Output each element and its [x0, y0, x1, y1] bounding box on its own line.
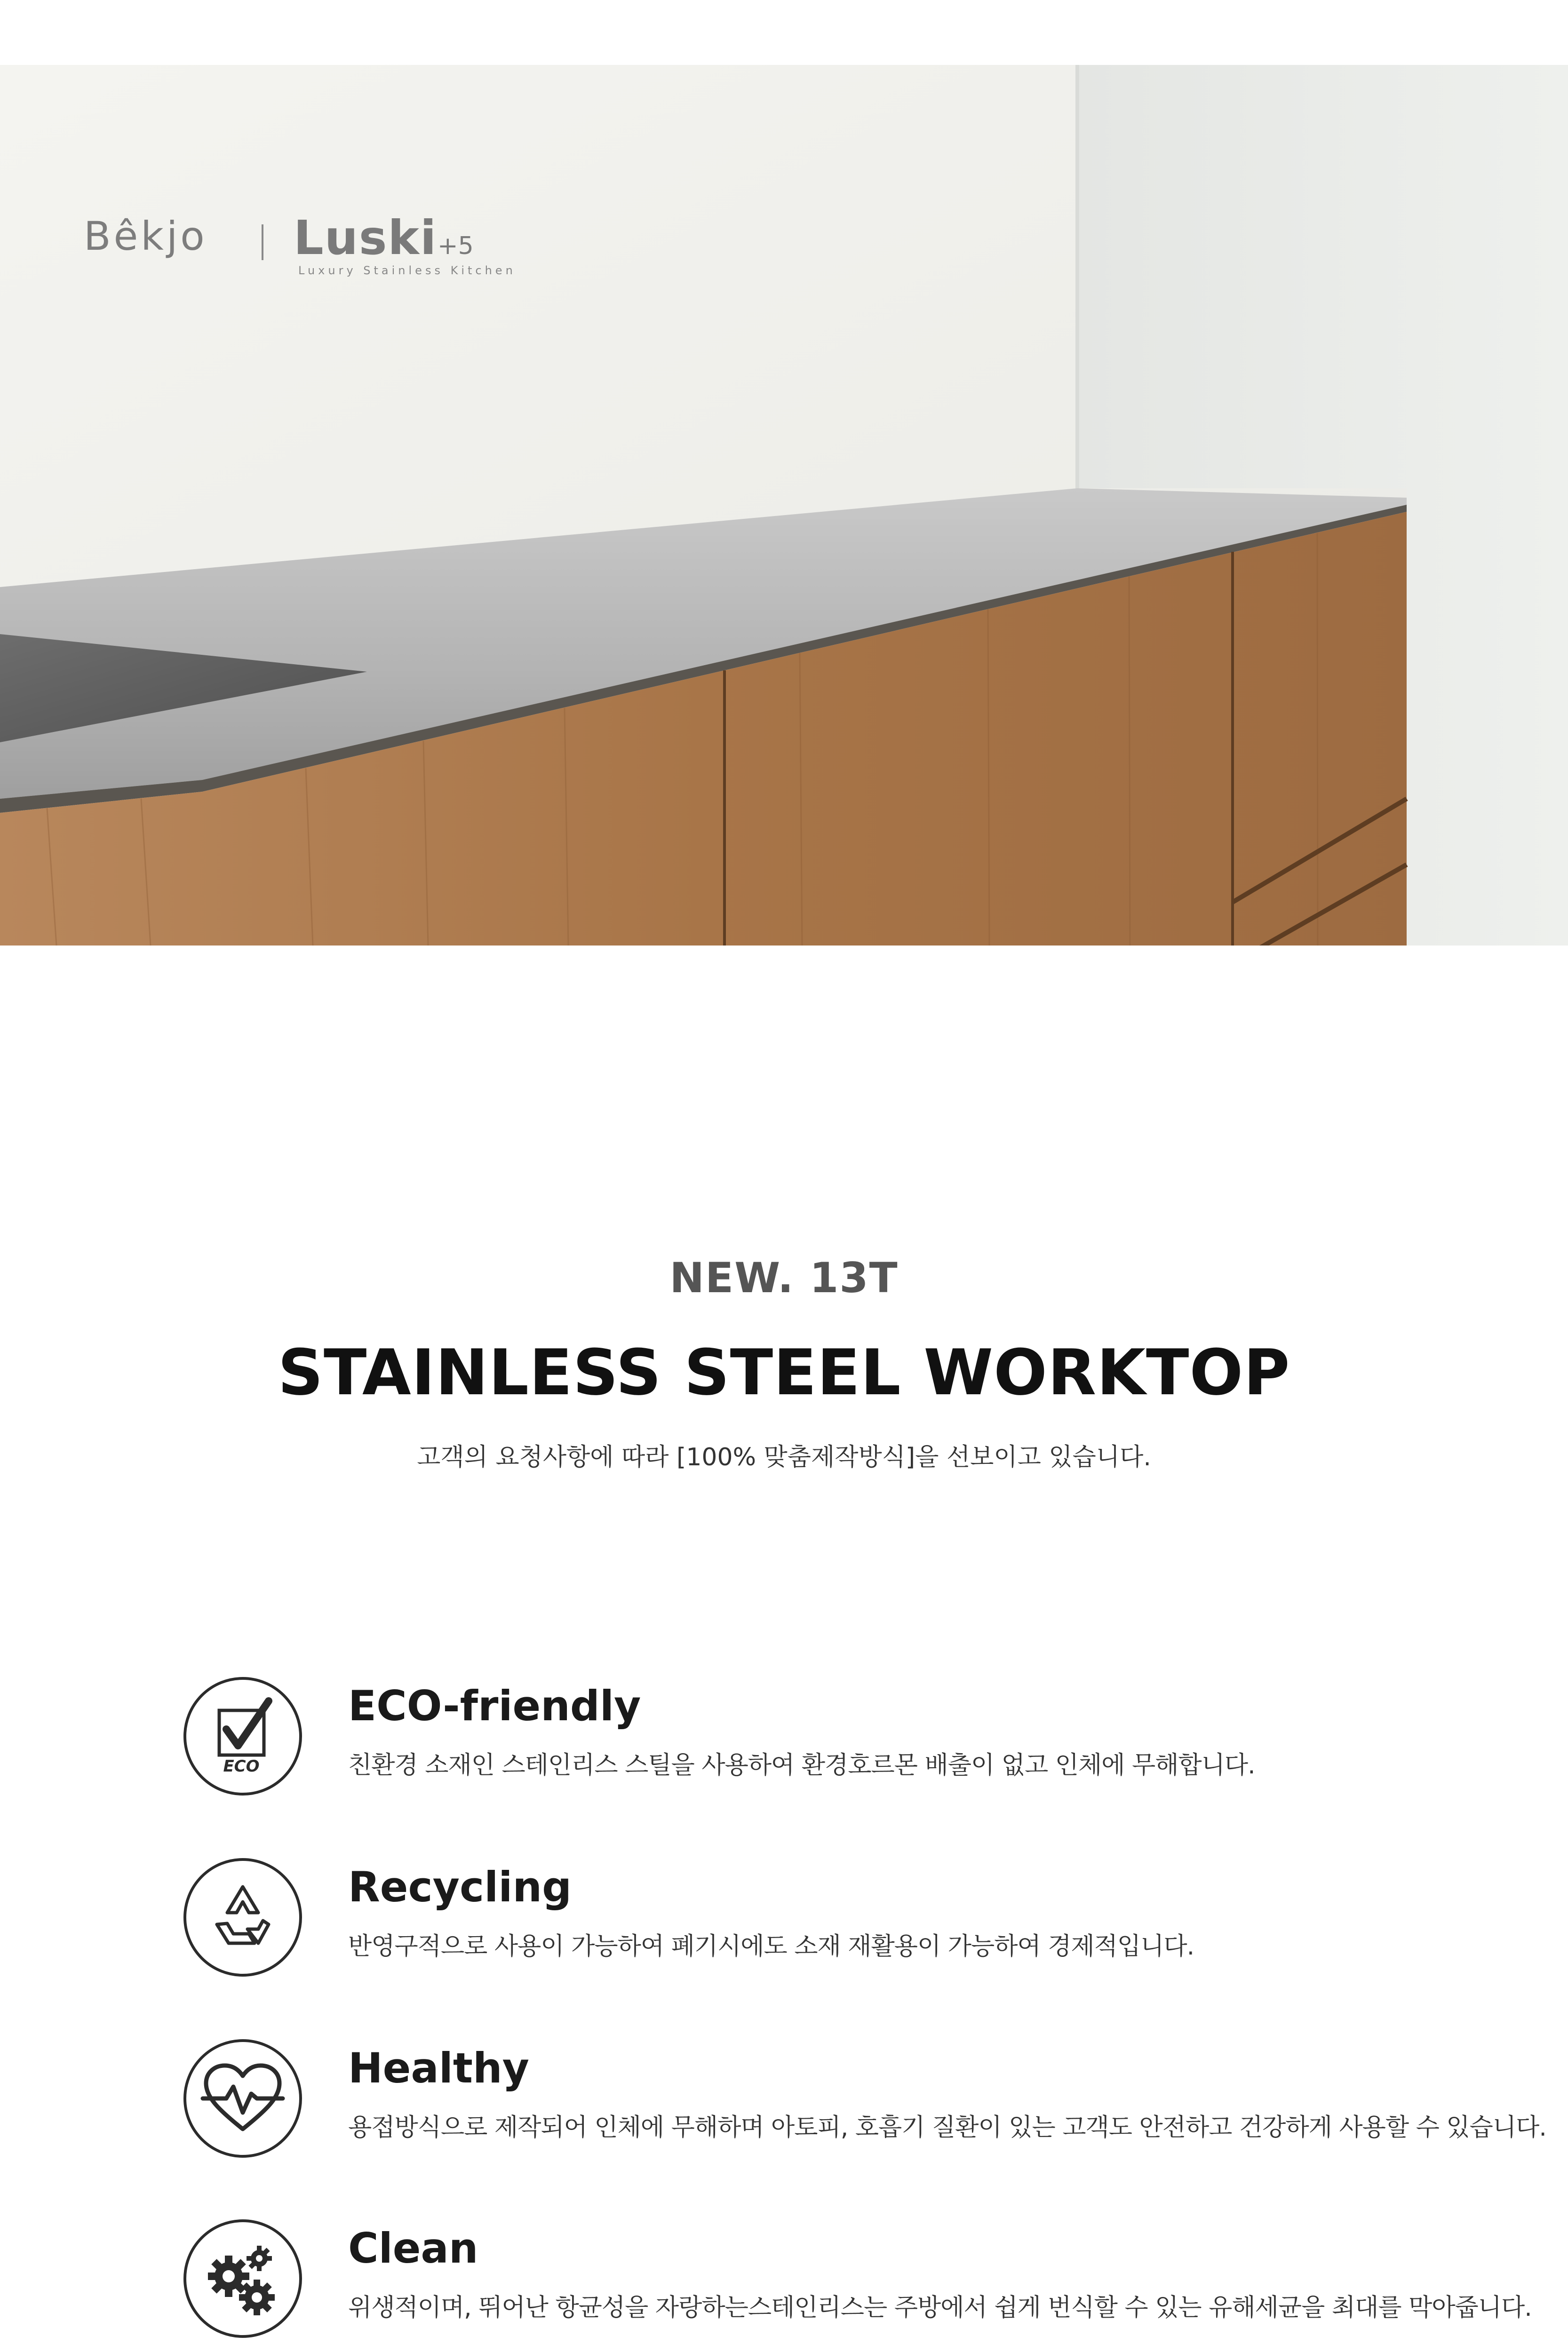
brand-secondary: Luski [294, 210, 438, 265]
kitchen-worktop-photo [0, 65, 1568, 946]
brand-secondary-suffix: +5 [438, 232, 474, 260]
product-subtitle: NEW. 13T [669, 1254, 899, 1302]
feature-description: 반영구적으로 사용이 가능하여 폐기시에도 소재 재활용이 가능하여 경제적입니다. [348, 1932, 1194, 1961]
brand-divider [262, 224, 263, 260]
brand-tagline: Luxury Stainless Kitchen [298, 264, 516, 277]
feature-recycling [183, 1858, 1501, 1980]
feature-description: 위생적이며, 뛰어난 항균성을 자랑하는스테인리스는 주방에서 쉽게 번식할 수 있는 유해세균을 최대를 막아줍니다. [348, 2294, 1532, 2322]
page-description: 고객의 요청사항에 따라 [100% 맞춤제작방식]을 선보이고 있습니다. [417, 1443, 1151, 1471]
page-title: STAINLESS STEEL WORKTOP [278, 1336, 1290, 1409]
feature-description: 친환경 소재인 스테인리스 스틸을 사용하여 환경호르몬 배출이 없고 인체에 무해합니다. [348, 1751, 1255, 1780]
svg-text:ECO: ECO [223, 1757, 260, 1776]
eco-check-icon [183, 1677, 302, 1796]
feature-description: 용접방식으로 제작되어 인체에 무해하며 아토피, 호흡기 질환이 있는 고객도 안전하고 건강하게 사용할 수 있습니다. [348, 2114, 1546, 2142]
feature-healthy [183, 2039, 1546, 2161]
brand-primary: Bêkjo [84, 213, 207, 259]
feature-title: ECO-friendly [348, 1682, 641, 1730]
feature-title: Recycling [348, 1863, 572, 1911]
feature-title: Clean [348, 2224, 478, 2273]
feature-clean [183, 2219, 1532, 2342]
recycle-icon [183, 1858, 302, 1977]
hero-image [0, 65, 1568, 946]
feature-title: Healthy [348, 2044, 529, 2092]
brand-logo [84, 210, 516, 307]
heart-pulse-icon [183, 2039, 302, 2158]
feature-eco-friendly [183, 1677, 1501, 1799]
gears-icon [183, 2219, 302, 2338]
